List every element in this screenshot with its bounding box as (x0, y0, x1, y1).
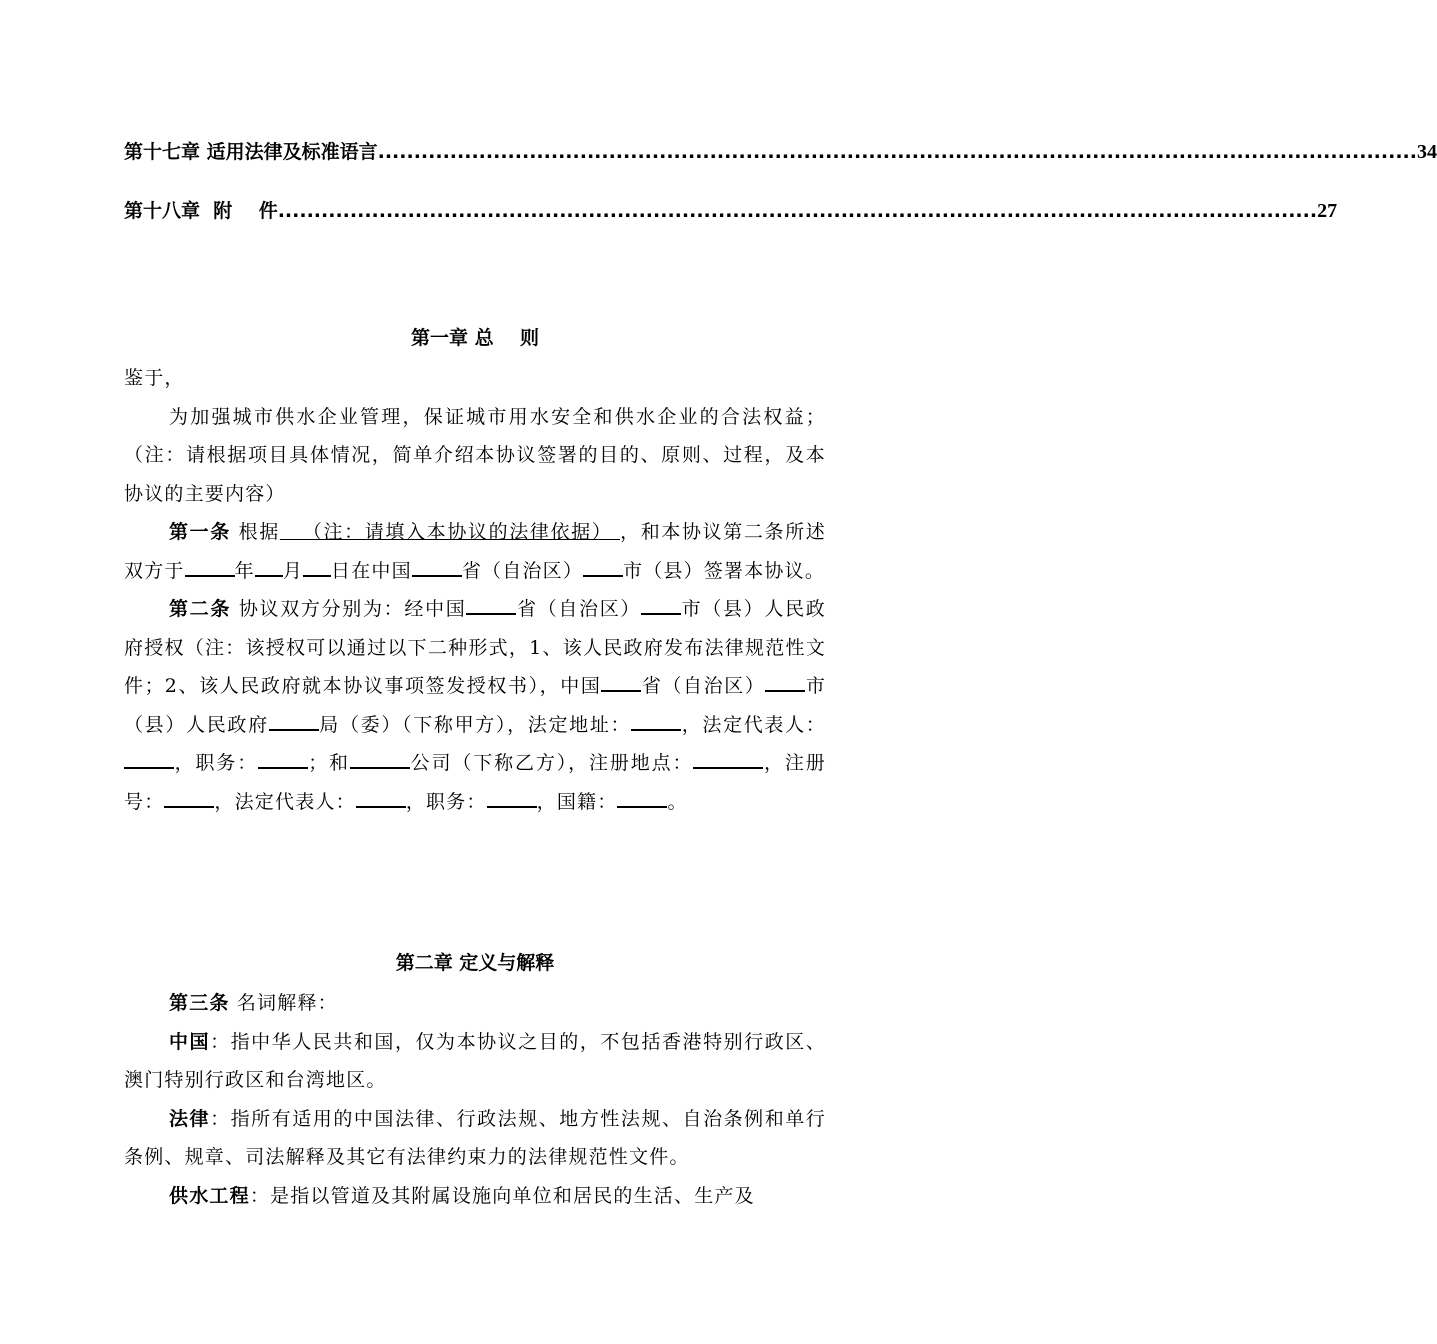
article-2: 第二条 协议双方分别为：经中国 省（自治区） 市（县）人民政府授权（注：该授权可以通过以下二种形式，1、该人民政府发布法律规范性文件；2、该人民政府就本协议事项签发授权书），中国 省（自治区） 市（县）人民政府 局（委）（下称甲方），法定地址： ，法定代表人：，职务： ；和 公司（下称乙方），注册地点： ，注册号： ，法定代表人： ，职务： ，国籍： 。 (124, 598, 827, 813)
toc-entry-chapter-17[interactable] (124, 139, 1437, 165)
blank[interactable] (466, 612, 516, 615)
blank[interactable] (487, 805, 537, 808)
article-3-label: 第三条 (169, 992, 230, 1014)
blank[interactable] (641, 612, 681, 615)
blank[interactable] (631, 728, 681, 731)
blank[interactable] (765, 689, 805, 692)
purpose-paragraph: 为加强城市供水企业管理，保证城市用水安全和供水企业的合法权益；（注：请根据项目具体情况，简单介绍本协议签署的目的、原则、过程，及本协议的主要内容） (124, 405, 826, 505)
article-1-label: 第一条 (169, 521, 231, 543)
chapter-1-heading: 第一章 总 则 (410, 327, 540, 349)
blank[interactable] (601, 689, 641, 692)
day-blank[interactable] (303, 574, 331, 577)
chapter-2-body (124, 984, 826, 1215)
article-3: 第三条 名词解释： (169, 992, 338, 1014)
blank[interactable] (258, 766, 308, 769)
blank[interactable] (164, 805, 214, 808)
toc-page-number: 27 (1317, 200, 1338, 222)
month-blank[interactable] (255, 574, 283, 577)
article-2-label: 第二条 (169, 598, 232, 620)
blank[interactable] (617, 805, 667, 808)
province-blank[interactable] (412, 574, 462, 577)
definition-law: 法律：指所有适用的中国法律、行政法规、地方性法规、自治条例和单行条例、规章、司法解释及其它有法律约束力的法律规范性文件。 (124, 1107, 826, 1168)
definition-term: 法律 (169, 1107, 211, 1130)
legal-basis-underlined: （注：请填入本协议的法律依据） (279, 521, 621, 543)
toc-entry-title: 第十七章 适用法律及标准语言 (124, 141, 378, 163)
year-blank[interactable] (185, 574, 235, 577)
definition-term: 供水工程 (169, 1184, 250, 1207)
toc-page-number: 34 (1416, 141, 1437, 163)
toc-leader-dots: ................................................................................................................................................ (377, 141, 1417, 163)
definition-china: 中国：指中华人民共和国，仅为本协议之目的，不包括香港特别行政区、澳门特别行政区和台湾地区。 (124, 1030, 826, 1091)
chapter-1-body (124, 359, 826, 821)
blank[interactable] (356, 805, 406, 808)
blank[interactable] (350, 766, 410, 769)
intro-line: 鉴于， (124, 367, 185, 389)
toc-entry-chapter-18[interactable] (124, 198, 1338, 224)
chapter-2-heading: 第二章 定义与解释 (395, 952, 555, 974)
blank[interactable] (269, 728, 319, 731)
toc-entry-title: 第十八章 附 件 (124, 200, 278, 222)
toc-leader-dots: ................................................................................................................................................ (277, 200, 1318, 222)
article-1: 第一条 根据 （注：请填入本协议的法律依据） ，和本协议第二条所述双方于 年 月 日在中国 省（自治区） 市（县）签署本协议。 (124, 521, 826, 582)
blank[interactable] (693, 766, 763, 769)
blank[interactable] (124, 766, 174, 769)
city-blank[interactable] (583, 574, 623, 577)
definition-water-project: 供水工程：是指以管道及其附属设施向单位和居民的生活、生产及 (169, 1184, 755, 1207)
definition-term: 中国 (169, 1030, 211, 1053)
